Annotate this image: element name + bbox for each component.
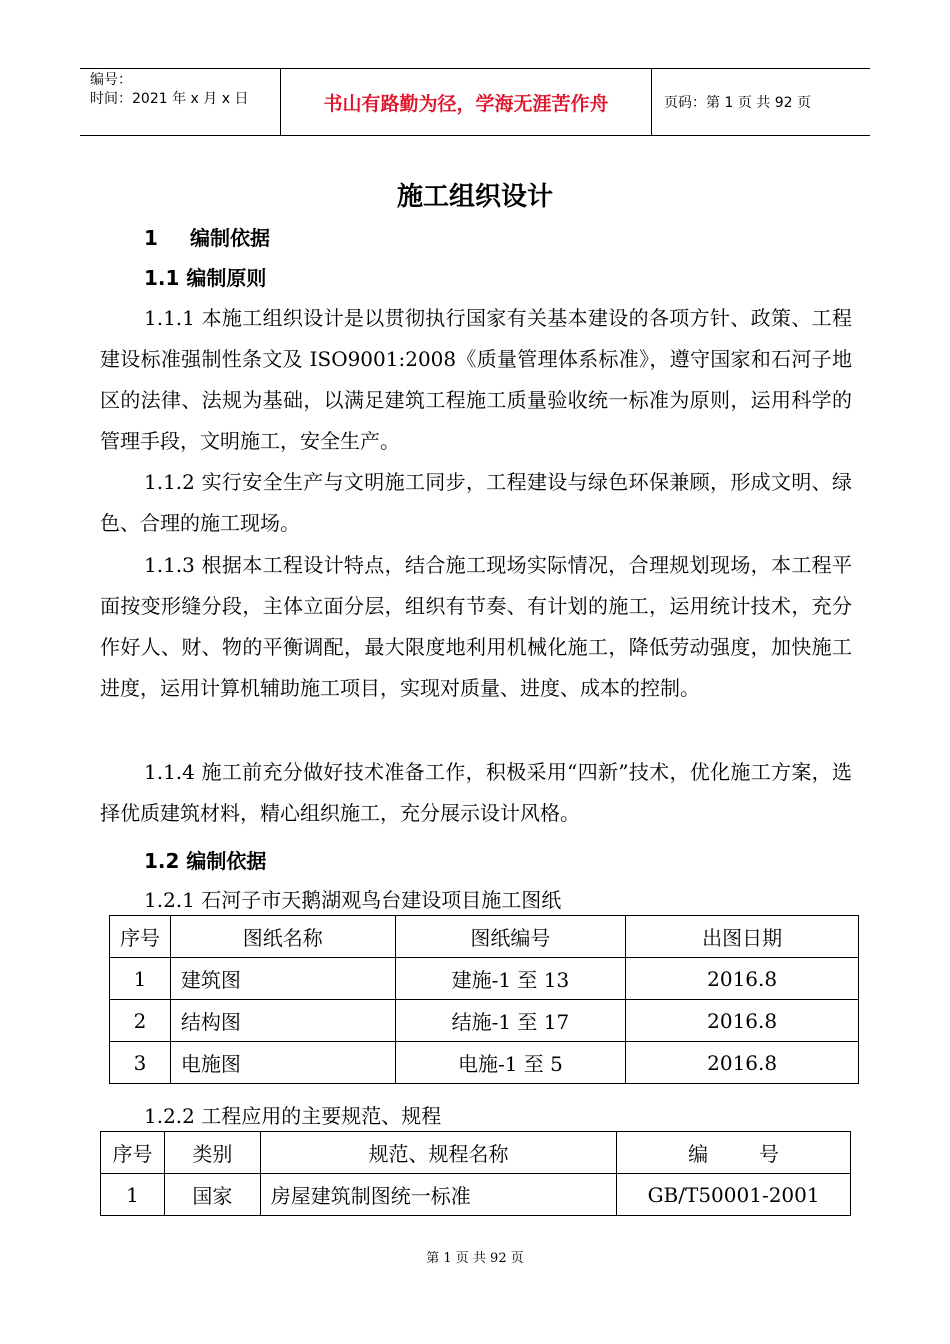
section-number: 1 xyxy=(144,226,158,250)
table-row xyxy=(110,958,859,1000)
standards-table xyxy=(100,1131,851,1216)
table-header-cell: 序号 xyxy=(101,1132,165,1174)
serial-label: 编号： xyxy=(90,72,132,88)
section-title: 编制依据 xyxy=(190,226,270,250)
table-cell: 2 xyxy=(110,1000,171,1042)
paragraph-1-1-4: 1.1.4 施工前充分做好技术准备工作，积极采用“四新”技术，优化施工方案，选择优质建筑材料，精心组织施工，充分展示设计风格。 xyxy=(100,760,852,825)
section-heading-1-1: 1.1 编制原则 xyxy=(144,266,267,290)
table-cell: 1 xyxy=(110,958,171,1000)
table2-caption: 1.2.2 工程应用的主要规范、规程 xyxy=(144,1104,442,1128)
table-header-cell: 出图日期 xyxy=(626,916,859,958)
table-header-cell: 图纸编号 xyxy=(395,916,626,958)
table-header-row xyxy=(110,916,859,958)
table-header-cell: 图纸名称 xyxy=(170,916,395,958)
table-cell: 结施-1 至 17 xyxy=(395,1000,626,1042)
paragraph-1-1-1: 1.1.1 本施工组织设计是以贯彻执行国家有关基本建设的各项方针、政策、工程建设标准强制性条文及 ISO9001:2008《质量管理体系标准》，遵守国家和石河子地区的法律、法规为基础，以满足建筑工程施工质量验收统一标准为原则，运用科学的管理手段，文明施工，安全生产。 xyxy=(100,306,852,453)
table-cell: 3 xyxy=(110,1042,171,1084)
table-cell: 国家 xyxy=(164,1174,260,1216)
table-row xyxy=(110,1042,859,1084)
page-footer: 第 1 页 共 92 页 xyxy=(426,1251,524,1266)
table-header-cell: 规范、规程名称 xyxy=(260,1132,616,1174)
header-meta xyxy=(80,69,280,135)
table-row xyxy=(101,1174,851,1216)
table-cell: 结构图 xyxy=(170,1000,395,1042)
table-cell: 2016.8 xyxy=(626,1042,859,1084)
table-cell: 电施-1 至 5 xyxy=(395,1042,626,1084)
table-header-row xyxy=(101,1132,851,1174)
table1-caption: 1.2.1 石河子市天鹅湖观鸟台建设项目施工图纸 xyxy=(144,888,562,912)
header-motto: 书山有路勤为径，学海无涯苦作舟 xyxy=(280,69,652,135)
table-cell: 2016.8 xyxy=(626,1000,859,1042)
table-cell: 1 xyxy=(101,1174,165,1216)
table-header-cell: 编 号 xyxy=(617,1132,851,1174)
time-label: 时间：2021 年 x 月 x 日 xyxy=(90,91,249,107)
table-header-cell: 类别 xyxy=(164,1132,260,1174)
table-cell: 电施图 xyxy=(170,1042,395,1084)
paragraph-1-1-2: 1.1.2 实行安全生产与文明施工同步，工程建设与绿色环保兼顾，形成文明、绿色、合理的施工现场。 xyxy=(100,470,852,535)
section-heading-1-2: 1.2 编制依据 xyxy=(144,849,267,873)
table-cell: 2016.8 xyxy=(626,958,859,1000)
table-cell: 房屋建筑制图统一标准 xyxy=(260,1174,616,1216)
table-row xyxy=(110,1000,859,1042)
drawings-table xyxy=(109,915,859,1084)
document-title: 施工组织设计 xyxy=(396,182,553,212)
table-cell: 建筑图 xyxy=(170,958,395,1000)
section-heading-1 xyxy=(144,222,270,251)
paragraph-1-1-3: 1.1.3 根据本工程设计特点，结合施工现场实际情况，合理规划现场，本工程平面按变形缝分段，主体立面分层，组织有节奏、有计划的施工，运用统计技术，充分作好人、财、物的平衡调配，最大限度地利用机械化施工，降低劳动强度，加快施工进度，运用计算机辅助施工项目，实现对质量、进度、成本的控制。 xyxy=(100,553,852,700)
header-table xyxy=(80,68,870,136)
header-page-info: 页码：第 1 页 共 92 页 xyxy=(664,95,811,111)
table-header-cell: 序号 xyxy=(110,916,171,958)
table-cell: 建施-1 至 13 xyxy=(395,958,626,1000)
table-cell: GB/T50001-2001 xyxy=(617,1174,851,1216)
